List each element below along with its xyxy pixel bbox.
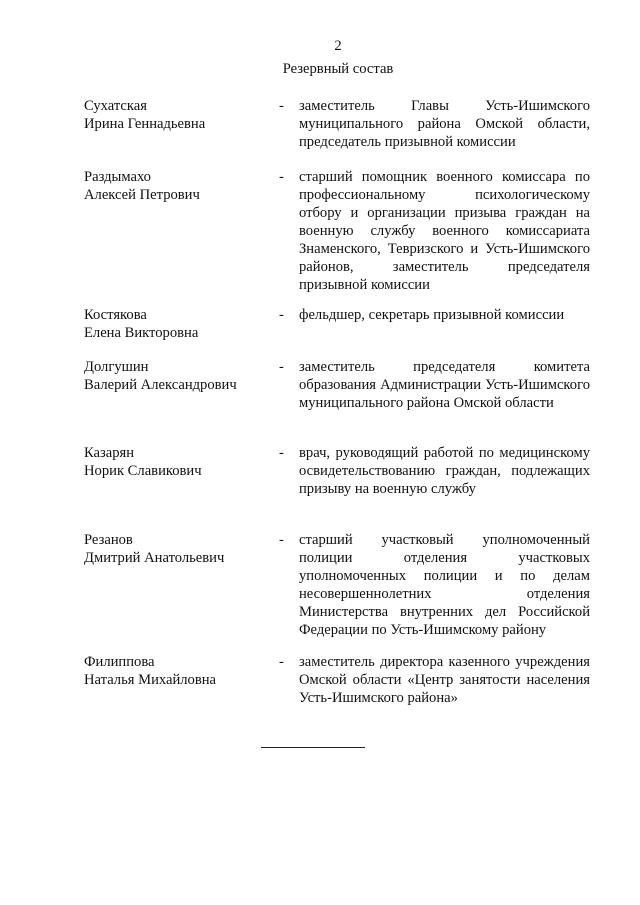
member-name [84, 168, 274, 204]
member-name [84, 306, 274, 342]
member-duty: врач, руководящий работой по медицинскому освидетельствованию граждан, подлежащих призыву на военную службу [299, 445, 590, 497]
member-surname: Долгушин [84, 359, 149, 375]
member-name [84, 531, 274, 567]
member-duty: старший участковый уполномоченный полиции отделения участковых уполномоченных полиции и по делам несовершеннолетних отделения Министерства внутренних дел Российской Федерации по Усть-Ишимскому району [299, 532, 590, 638]
member-given-names: Ирина Геннадьевна [84, 116, 206, 132]
dash-separator: - [279, 169, 284, 185]
dash-separator: - [279, 532, 284, 548]
dash-separator: - [279, 654, 284, 670]
member-duty: заместитель директора казенного учреждения Омской области «Центр занятости населения Усть-Ишимского района» [299, 654, 590, 706]
section-title: Резервный состав [282, 61, 394, 77]
member-surname: Резанов [84, 532, 133, 548]
member-duty: заместитель Главы Усть-Ишимского муниципального района Омской области, председатель призывной комиссии [299, 98, 590, 150]
dash-separator: - [279, 98, 284, 114]
member-surname: Филиппова [84, 654, 155, 670]
member-given-names: Норик Славикович [84, 463, 202, 479]
dash-separator: - [279, 359, 284, 375]
member-given-names: Дмитрий Анатольевич [84, 550, 225, 566]
member-name [84, 653, 274, 689]
member-surname: Костякова [84, 307, 147, 323]
member-given-names: Алексей Петрович [84, 187, 200, 203]
member-name [84, 444, 274, 480]
member-surname: Сухатская [84, 98, 147, 114]
footer-rule [261, 747, 365, 748]
member-surname: Казарян [84, 445, 135, 461]
member-duty: фельдшер, секретарь призывной комиссии [299, 307, 565, 323]
member-name [84, 358, 274, 394]
member-given-names: Наталья Михайловна [84, 672, 217, 688]
member-duty: заместитель председателя комитета образования Администрации Усть-Ишимского муниципального района Омской области [299, 359, 590, 411]
dash-separator: - [279, 307, 284, 323]
page-number: 2 [334, 38, 342, 54]
member-name [84, 97, 274, 133]
dash-separator: - [279, 445, 284, 461]
member-given-names: Елена Викторовна [84, 325, 199, 341]
member-duty: старший помощник военного комиссара по профессиональному психологическому отбору и организации призыва граждан на военную службу военного комиссариата Знаменского, Тевризского и Усть-Ишимского районов, заместитель председателя призывной комиссии [299, 169, 590, 293]
member-surname: Раздымахо [84, 169, 151, 185]
member-given-names: Валерий Александрович [84, 377, 237, 393]
